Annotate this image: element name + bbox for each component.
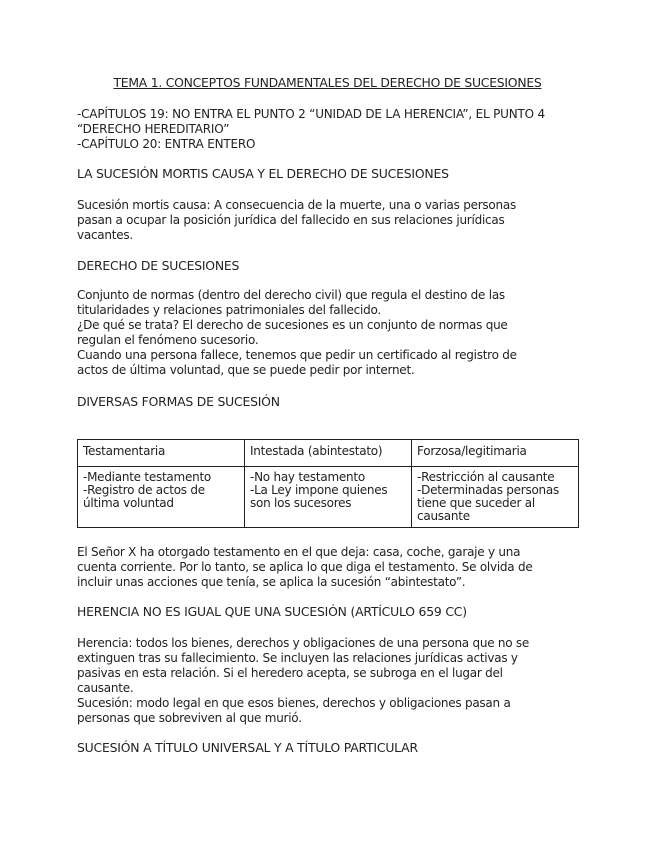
table-cell-forzosa	[412, 467, 579, 528]
cell-line: tiene que suceder al	[417, 496, 535, 510]
cell-line: última voluntad	[83, 496, 174, 510]
table-cell-intestada	[245, 467, 412, 528]
section-heading-mortis-causa: LA SUCESIÓN MORTIS CAUSA Y EL DERECHO DE SUCESIONES	[77, 166, 449, 181]
cell-line: -Determinadas personas	[417, 483, 560, 497]
cell-line: -La Ley impone quienes	[250, 483, 388, 497]
paragraph-derecho-sucesiones	[77, 288, 582, 378]
paragraph-line: personas que sobreviven al que murió.	[77, 711, 302, 725]
paragraph-line: Sucesión mortis causa: A consecuencia de la muerte, una o varias personas	[77, 198, 516, 212]
paragraph-line: El Señor X ha otorgado testamento en el que deja: casa, coche, garaje y una	[77, 545, 521, 559]
cell-line: -Registro de actos de	[83, 483, 205, 497]
section-heading-titulo-universal: SUCESIÓN A TÍTULO UNIVERSAL Y A TÍTULO PARTICULAR	[77, 740, 418, 755]
chapters-line-2: “DERECHO HEREDITARIO”	[77, 122, 230, 136]
chapters-line-3: -CAPÍTULO 20: ENTRA ENTERO	[77, 137, 256, 151]
cell-line: -Restricción al causante	[417, 470, 555, 484]
section-heading-derecho-sucesiones: DERECHO DE SUCESIONES	[77, 258, 240, 273]
paragraph-line: pasivas en esta relación. Si el heredero acepta, se subroga en el lugar del	[77, 666, 503, 680]
forms-table	[77, 439, 579, 528]
paragraph-line: causante.	[77, 681, 134, 695]
paragraph-mortis-causa	[77, 198, 582, 243]
cell-line: causante	[417, 509, 470, 523]
table-cell-testamentaria	[78, 467, 245, 528]
paragraph-herencia	[77, 636, 582, 726]
paragraph-line: Cuando una persona fallece, tenemos que pedir un certificado al registro de	[77, 348, 517, 362]
paragraph-line: extinguen tras su fallecimiento. Se incluyen las relaciones jurídicas activas y	[77, 651, 518, 665]
paragraph-line: cuenta corriente. Por lo tanto, se aplica lo que diga el testamento. Se olvida de	[77, 560, 533, 574]
paragraph-line: Herencia: todos los bienes, derechos y obligaciones de una persona que no se	[77, 636, 530, 650]
paragraph-line: Conjunto de normas (dentro del derecho civil) que regula el destino de las	[77, 288, 505, 302]
cell-line: son los sucesores	[250, 496, 352, 510]
table-header-row	[78, 440, 579, 467]
paragraph-line: pasan a ocupar la posición jurídica del fallecido en sus relaciones jurídicas	[77, 213, 505, 227]
paragraph-line: regulan el fenómeno sucesorio.	[77, 333, 259, 347]
section-heading-formas-sucesion: DIVERSAS FORMAS DE SUCESIÓN	[77, 394, 280, 409]
paragraph-line: ¿De qué se trata? El derecho de sucesiones es un conjunto de normas que	[77, 318, 508, 332]
cell-line: -No hay testamento	[250, 470, 365, 484]
chapters-line-1: -CAPÍTULOS 19: NO ENTRA EL PUNTO 2 “UNIDAD DE LA HERENCIA”, EL PUNTO 4	[77, 107, 545, 121]
table-header-testamentaria: Testamentaria	[78, 440, 245, 467]
paragraph-line: Sucesión: modo legal en que esos bienes, derechos y obligaciones pasan a	[77, 696, 511, 710]
cell-line: -Mediante testamento	[83, 470, 212, 484]
paragraph-line: incluir unas acciones que tenía, se aplica la sucesión “abintestato”.	[77, 575, 466, 589]
section-heading-herencia: HERENCIA NO ES IGUAL QUE UNA SUCESIÓN (ARTÍCULO 659 CC)	[77, 604, 467, 619]
table-header-intestada: Intestada (abintestato)	[245, 440, 412, 467]
paragraph-line: actos de última voluntad, que se puede pedir por internet.	[77, 363, 415, 377]
table-row	[78, 467, 579, 528]
paragraph-example	[77, 545, 582, 590]
document-title: TEMA 1. CONCEPTOS FUNDAMENTALES DEL DERECHO DE SUCESIONES	[113, 75, 542, 90]
table-header-forzosa: Forzosa/legitimaria	[412, 440, 579, 467]
paragraph-line: titularidades y relaciones patrimoniales del fallecido.	[77, 303, 381, 317]
paragraph-line: vacantes.	[77, 228, 133, 242]
